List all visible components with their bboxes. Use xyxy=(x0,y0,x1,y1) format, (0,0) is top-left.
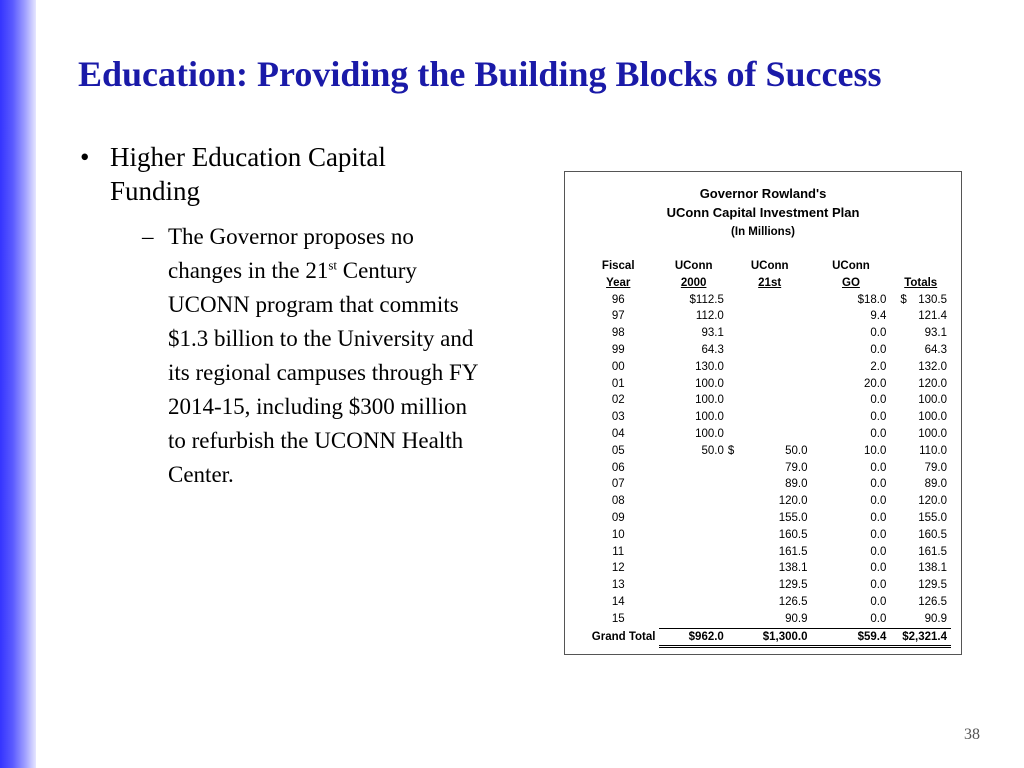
table-row xyxy=(577,376,951,393)
cell-uconn21st xyxy=(728,426,812,443)
cell-year: 09 xyxy=(611,511,625,524)
table-row xyxy=(577,560,951,577)
cell-year: 12 xyxy=(611,562,625,575)
table-row xyxy=(577,577,951,594)
header-totals-bottom: Totals xyxy=(904,276,938,289)
cell-uconn2000 xyxy=(659,560,727,577)
header-row-top xyxy=(577,258,951,275)
cell-uconn21st: 79.0 xyxy=(785,461,808,474)
cell-uconn2000 xyxy=(659,476,727,493)
header-uconn2000-bottom: 2000 xyxy=(680,276,707,289)
table-row xyxy=(577,611,951,628)
cell-uconn2000 xyxy=(659,527,727,544)
table-row xyxy=(577,476,951,493)
cell-uconn2000 xyxy=(659,594,727,611)
table-title-1: Governor Rowland's xyxy=(699,186,827,201)
cell-uconn2000: 50.0 xyxy=(701,444,724,457)
table-row xyxy=(577,460,951,477)
cell-year: 00 xyxy=(611,360,625,373)
table-row xyxy=(577,443,951,460)
table-row xyxy=(577,594,951,611)
cell-total: 64.3 xyxy=(924,343,947,356)
cell-year: 01 xyxy=(611,377,625,390)
cell-uconn2000: $112.5 xyxy=(689,293,724,306)
table-subtitle: (In Millions) xyxy=(731,226,795,238)
cell-uconn21st xyxy=(728,392,812,409)
cell-total: 100.0 xyxy=(918,427,947,440)
bullet-item xyxy=(80,140,480,208)
table-row xyxy=(577,409,951,426)
page-number: 38 xyxy=(964,726,980,743)
table-row xyxy=(577,342,951,359)
cell-total: 93.1 xyxy=(924,327,947,340)
cell-year: 97 xyxy=(611,310,625,323)
currency-symbol: $ xyxy=(727,444,735,457)
sub-text-after: Century UCONN program that commits $1.3 billion to the University and its regional campuses through FY 2014-15, including $300 million to refurbish the UCONN Health Center. xyxy=(168,258,478,487)
bullet-list xyxy=(80,140,480,492)
cell-uconngo: 0.0 xyxy=(870,612,887,625)
cell-uconn21st: 129.5 xyxy=(778,579,808,592)
cell-total: 120.0 xyxy=(918,377,947,390)
grand-total-label: Grand Total xyxy=(591,631,656,644)
cell-uconn21st-split xyxy=(728,443,808,460)
table-row xyxy=(577,292,951,309)
cell-uconngo: 0.0 xyxy=(870,528,887,541)
grand-total-row xyxy=(577,628,951,647)
cell-uconn2000: 93.1 xyxy=(701,327,724,340)
cell-uconngo: 20.0 xyxy=(864,377,887,390)
header-year-top: Fiscal xyxy=(601,260,635,272)
table-row xyxy=(577,493,951,510)
header-uconngo-top: UConn xyxy=(832,260,870,272)
cell-uconn21st: 138.1 xyxy=(778,562,808,575)
cell-uconn21st: 120.0 xyxy=(778,495,808,508)
sub-text-before: The Governor proposes no changes in the 21 xyxy=(168,224,414,283)
cell-uconn2000: 100.0 xyxy=(695,394,724,407)
cell-uconn21st xyxy=(728,342,812,359)
cell-uconngo: 0.0 xyxy=(870,343,887,356)
table-row xyxy=(577,392,951,409)
header-uconn21st-bottom: 21st xyxy=(758,276,782,289)
cell-total: 138.1 xyxy=(918,562,947,575)
table-row xyxy=(577,359,951,376)
cell-uconn21st: 89.0 xyxy=(785,478,808,491)
cell-uconn2000 xyxy=(659,577,727,594)
cell-uconngo: 0.0 xyxy=(870,327,887,340)
cell-uconn21st: 126.5 xyxy=(778,595,808,608)
cell-uconn21st: 90.9 xyxy=(785,612,808,625)
cell-uconn21st xyxy=(728,443,812,460)
currency-symbol: $ xyxy=(900,293,907,306)
header-year-bottom: Year xyxy=(606,276,631,289)
header-uconngo-bottom: GO xyxy=(842,276,860,289)
cell-total-split xyxy=(890,292,947,309)
cell-uconngo: 0.0 xyxy=(870,427,887,440)
cell-uconn21st: 161.5 xyxy=(778,545,808,558)
cell-uconn21st xyxy=(728,308,812,325)
cell-uconngo: 0.0 xyxy=(870,545,887,558)
table-row xyxy=(577,325,951,342)
cell-year: 10 xyxy=(611,528,625,541)
capital-plan-table-box xyxy=(564,171,962,655)
cell-uconngo: 0.0 xyxy=(870,411,887,424)
bullet-symbol: • xyxy=(80,142,90,172)
cell-year: 08 xyxy=(611,495,625,508)
grand-total-uconn21st: $1,300.0 xyxy=(728,628,812,647)
table-body xyxy=(577,292,951,647)
cell-total: 110.0 xyxy=(919,444,947,457)
cell-uconn2000 xyxy=(659,493,727,510)
cell-total: 121.4 xyxy=(918,310,947,323)
cell-total: 79.0 xyxy=(924,461,947,474)
cell-uconngo: 0.0 xyxy=(870,595,887,608)
cell-uconn2000: 64.3 xyxy=(701,343,724,356)
cell-total: 100.0 xyxy=(918,394,947,407)
cell-total: 100.0 xyxy=(918,411,947,424)
cell-uconngo: 0.0 xyxy=(870,579,887,592)
table-heading xyxy=(565,184,961,242)
cell-uconn21st-value: 50.0 xyxy=(785,444,808,457)
cell-total: 89.0 xyxy=(924,478,947,491)
cell-total xyxy=(890,292,951,309)
table-row xyxy=(577,527,951,544)
cell-total: 90.9 xyxy=(924,612,947,625)
cell-year: 02 xyxy=(611,394,625,407)
capital-plan-table xyxy=(577,258,951,648)
cell-total: 161.5 xyxy=(918,545,947,558)
cell-uconn2000: 112.0 xyxy=(695,310,724,323)
cell-uconn2000: 130.0 xyxy=(695,360,724,373)
table-row xyxy=(577,544,951,561)
cell-total: 120.0 xyxy=(918,495,947,508)
cell-year: 13 xyxy=(611,579,625,592)
cell-total: 155.0 xyxy=(918,511,947,524)
cell-uconngo: 0.0 xyxy=(870,461,887,474)
cell-uconngo: 0.0 xyxy=(870,511,887,524)
header-totals-top xyxy=(890,258,951,275)
table-row xyxy=(577,426,951,443)
table-row xyxy=(577,308,951,325)
header-uconn2000-top: UConn xyxy=(674,260,713,272)
cell-uconn2000: 100.0 xyxy=(695,411,724,424)
cell-uconngo: 9.4 xyxy=(870,310,887,323)
cell-total: 132.0 xyxy=(918,360,947,373)
header-row-bottom xyxy=(577,275,951,292)
cell-year: 03 xyxy=(611,411,625,424)
cell-year: 04 xyxy=(611,427,625,440)
cell-uconn21st: 155.0 xyxy=(778,511,808,524)
left-gradient-bar xyxy=(0,0,36,768)
cell-year: 06 xyxy=(611,461,625,474)
grand-total-uconn2000: $962.0 xyxy=(659,628,727,647)
cell-uconngo: 2.0 xyxy=(870,360,887,373)
cell-uconngo: 0.0 xyxy=(870,495,887,508)
cell-uconn2000: 100.0 xyxy=(695,377,724,390)
cell-uconngo: 0.0 xyxy=(870,394,887,407)
cell-uconngo: 0.0 xyxy=(870,478,887,491)
bullet-text: Higher Education Capital Funding xyxy=(110,142,386,206)
sub-text-superscript: st xyxy=(328,257,337,273)
cell-uconn21st xyxy=(728,325,812,342)
cell-uconn2000 xyxy=(659,510,727,527)
cell-total: 126.5 xyxy=(918,595,947,608)
cell-uconn21st: 160.5 xyxy=(778,528,808,541)
cell-uconn2000: 100.0 xyxy=(695,427,724,440)
cell-uconn21st xyxy=(728,409,812,426)
cell-uconn2000 xyxy=(659,611,727,628)
cell-uconngo: 0.0 xyxy=(870,562,887,575)
table-row xyxy=(577,510,951,527)
cell-year: 99 xyxy=(611,343,625,356)
cell-uconngo: $18.0 xyxy=(857,293,887,306)
cell-total: 129.5 xyxy=(918,579,947,592)
cell-uconn21st xyxy=(728,376,812,393)
header-uconn21st-top: UConn xyxy=(750,260,789,272)
grand-total-uconngo: $59.4 xyxy=(812,628,891,647)
cell-uconn2000 xyxy=(659,544,727,561)
cell-year: 14 xyxy=(611,595,625,608)
cell-total: 160.5 xyxy=(918,528,947,541)
cell-year: 11 xyxy=(612,545,625,558)
cell-uconngo: 10.0 xyxy=(864,444,887,457)
cell-uconn21st xyxy=(728,292,812,309)
cell-year: 15 xyxy=(611,612,625,625)
sub-bullet-item xyxy=(142,220,480,492)
cell-uconn21st xyxy=(728,359,812,376)
slide-title: Education: Providing the Building Blocks of Success xyxy=(78,54,882,94)
grand-total-total: $2,321.4 xyxy=(890,628,951,647)
cell-uconn2000 xyxy=(659,460,727,477)
cell-year: 07 xyxy=(611,478,625,491)
cell-year: 98 xyxy=(611,327,625,340)
sub-bullet-text xyxy=(168,220,480,492)
cell-year: 05 xyxy=(611,444,625,457)
sub-bullet-symbol: – xyxy=(142,224,154,249)
cell-year: 96 xyxy=(611,293,625,306)
cell-total-value: 130.5 xyxy=(918,293,947,306)
table-title-2: UConn Capital Investment Plan xyxy=(666,205,860,220)
